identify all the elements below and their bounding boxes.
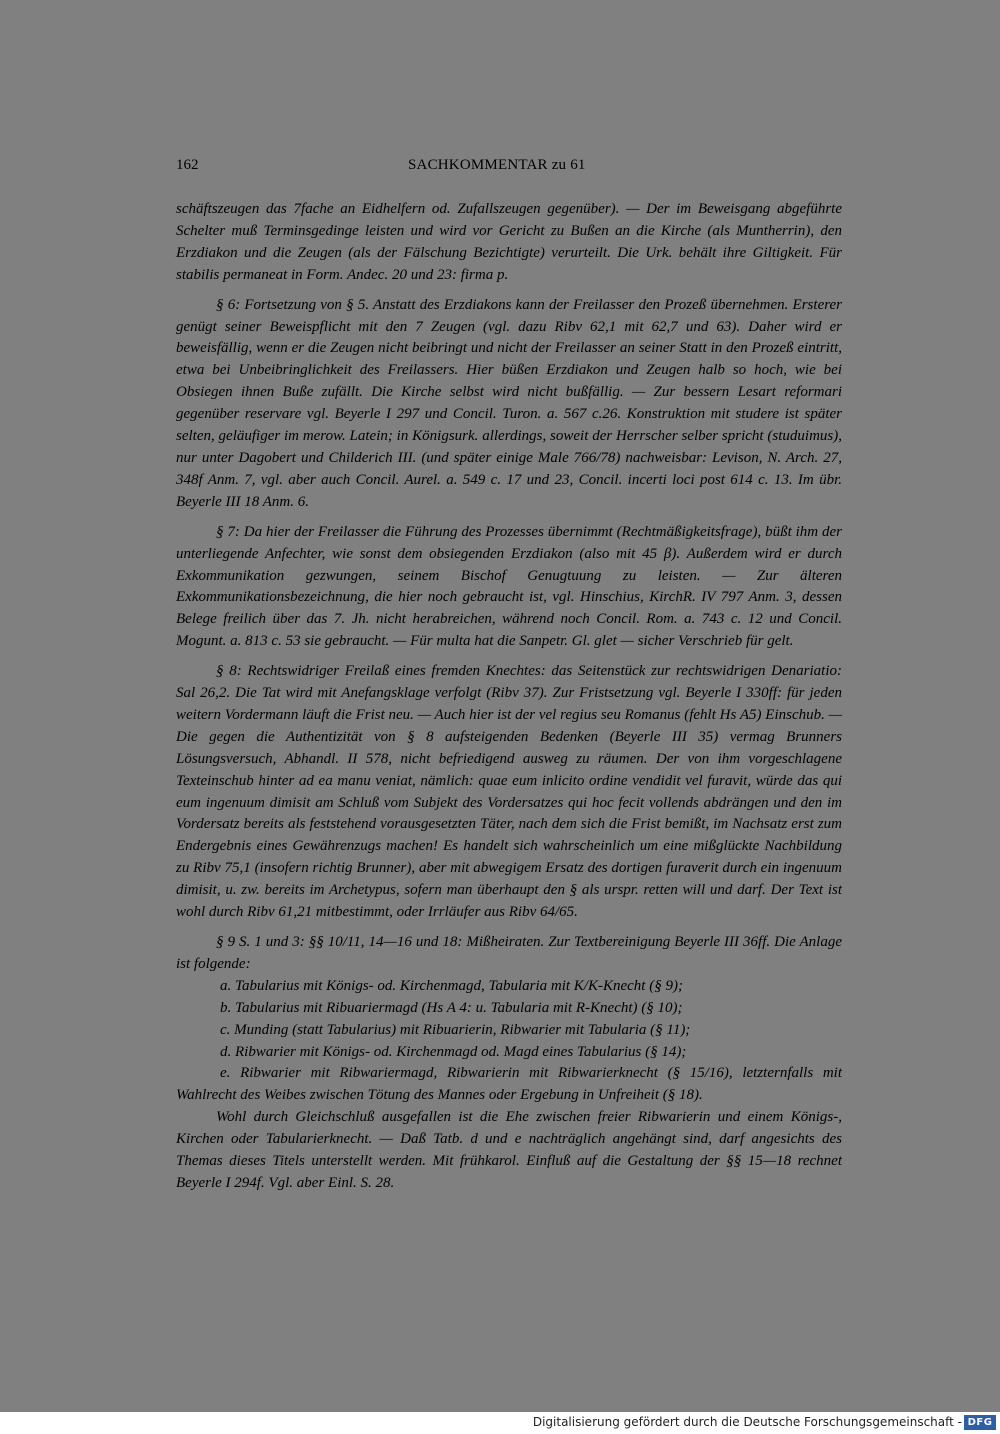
commentary-body xyxy=(176,199,842,1203)
list-item: d. Ribwarier mit Königs- od. Kirchenmagd od. Magd eines Tabularius (§ 14); xyxy=(220,1043,687,1060)
paragraph-continuation: schäftszeugen das 7fache an Eidhelfern od. Zufallszeugen gegenüber). — Der im Beweisgang abgeführte Schelter muß Terminsgedinge leisten und wird vor Gericht zu Bußen an die Kirche (als Muntherrin), den Erzdiakon und die Zeugen (als der Fälschung Bezichtigte) verurteilt. Die Urk. behält ihre Giltigkeit. Für stabilis permaneat in Form. Andec. 20 und 23: firma p. xyxy=(176,201,842,283)
paragraph-section-7: § 7: Da hier der Freilasser die Führung des Prozesses übernimmt (Rechtmäßigkeitsfrage), büßt ihm der unterliegende Anfechter, wie sonst dem obsiegenden Erzdiakon (also mit 45 β). Außerdem wird er durch Exkommunikation gezwungen, seinem Bischof Genugtuung zu leisten. — Zur älteren Exkommunikationsbezeichnung, die hier noch gebraucht ist, vgl. Hinschius, KirchR. IV 797 Anm. 3, dessen Belege freilich über das 7. Jh. nicht herabreichen, während noch Concil. Rom. a. 743 c. 12 und Concil. Mogunt. a. 813 c. 53 sie gebraucht. — Für multa hat die Sanpetr. Gl. glet — sicher Verschrieb für gelt. xyxy=(176,523,842,650)
paragraph-section-6: § 6: Fortsetzung von § 5. Anstatt des Erzdiakons kann der Freilasser den Prozeß übernehmen. Ersterer genügt seiner Beweispflicht mit den 7 Zeugen (vgl. dazu Ribv 62,1 mit 62,7 und 63). Daher wird er beweisfällig, wenn er die Zeugen nicht beibringt und nicht der Freilasser an seiner Statt in den Prozeß eintritt, etwa bei Unbeibringlichkeit des Freilassers. Hier büßen Erzdiakon und Zeugen halb so hoch, wie bei Obsiegen ihnen Buße zufällt. Die Kirche selbst wird nicht bußfällig. — Zur bessern Lesart reformari gegenüber reservare vgl. Beyerle I 297 und Concil. Turon. a. 567 c.26. Konstruktion mit studere ist später selten, geläufiger im merow. Latein; in Königsurk. allerdings, soweit der Herrscher selber spricht (studuimus), nur unter Dagobert und Childerich III. (und später einige Male 766/78) nachweisbar: Levison, N. Arch. 27, 348f Anm. 7, vgl. aber auch Concil. Aurel. a. 549 c. 17 und 23, Concil. incerti loci post 614 c. 13. Im übr. Beyerle III 18 Anm. 6. xyxy=(176,296,842,510)
paragraph-section-9: § 9 S. 1 und 3: §§ 10/11, 14—16 und 18: Mißheiraten. Zur Textbereinigung Beyerle III 36ff. Die Anlage ist folgende: xyxy=(176,934,842,972)
list-item: b. Tabularius mit Ribuariermagd (Hs A 4: u. Tabularia mit R-Knecht) (§ 10); xyxy=(220,999,683,1016)
page-number: 162 xyxy=(176,157,199,173)
list-item: c. Munding (statt Tabularius) mit Ribuarierin, Ribwarier mit Tabularia (§ 11); xyxy=(220,1021,691,1038)
dfg-logo-icon: DFG xyxy=(964,1415,996,1430)
footer-bar xyxy=(0,1412,1000,1434)
list-item: e. Ribwarier mit Ribwariermagd, Ribwarierin mit Ribwarierknecht (§ 15/16), letzternfalls mit Wahlrecht des Weibes zwischen Tötung des Mannes oder Ergebung in Unfreiheit (§ 18). xyxy=(176,1065,842,1104)
page-header xyxy=(176,157,842,181)
funding-notice: Digitalisierung gefördert durch die Deutsche Forschungsgemeinschaft - xyxy=(532,1415,962,1429)
paragraph-section-8: § 8: Rechtswidriger Freilaß eines fremden Knechtes: das Seitenstück zur rechtswidrigen Denariatio: Sal 26,2. Die Tat wird mit Anefangsklage verfolgt (Ribv 37). Zur Fristsetzung vgl. Beyerle I 330ff: für jeden weitern Vordermann läuft die Frist neu. — Auch hier ist der vel regius seu Romanus (fehlt Hs A5) Einschub. — Die gegen die Authentizität von § 8 aufsteigenden Bedenken (Beyerle III 35) vermag Brunners Lösungsversuch, Abhandl. II 578, nicht befriedigend ausweg zu räumen. Der von ihm vorgeschlagene Texteinschub hinter ad ea manu veniat, nämlich: quae eum inlicito ordine vendidit vel furavit, würde das qui eum ingenuum dimisit am Schluß vom Subjekt des Vordersatzes qui hoc fecit vollends abdrängen und den im Vordersatz bereits als feststehend vorausgesetzten Täter, nach dem sich die Frist bemißt, im Nachsatz erst zum Endergebnis eines Gewährenzugs machen! Es handelt sich wahrscheinlich um eine mißglückte Nachbildung zu Ribv 75,1 (insofern richtig Brunner), aber mit abwegigem Ersatz des dortigen furaverit durch ein ingenuum dimisit, u. zw. bereits im Archetypus, sofern man überhaupt den § als urspr. retten will und darf. Der Text ist wohl durch Ribv 61,21 mitbestimmt, oder Irrläufer aus Ribv 64/65. xyxy=(176,663,842,921)
running-head: SACHKOMMENTAR zu 61 xyxy=(408,157,586,173)
list-item: a. Tabularius mit Königs- od. Kirchenmagd, Tabularia mit K/K-Knecht (§ 9); xyxy=(220,977,683,994)
closing-paragraph: Wohl durch Gleichschluß ausgefallen ist die Ehe zwischen freier Ribwarierin und einem Königs-, Kirchen oder Tabularierknecht. — Daß Tatb. d und e nachträglich angehängt sind, darf angesichts des Themas dieses Titels unterstellt werden. Mit frühkarol. Einfluß auf die Gestaltung der §§ 15—18 rechnet Beyerle I 294f. Vgl. aber Einl. S. 28. xyxy=(176,1109,842,1191)
marriage-types-list xyxy=(176,976,842,1107)
